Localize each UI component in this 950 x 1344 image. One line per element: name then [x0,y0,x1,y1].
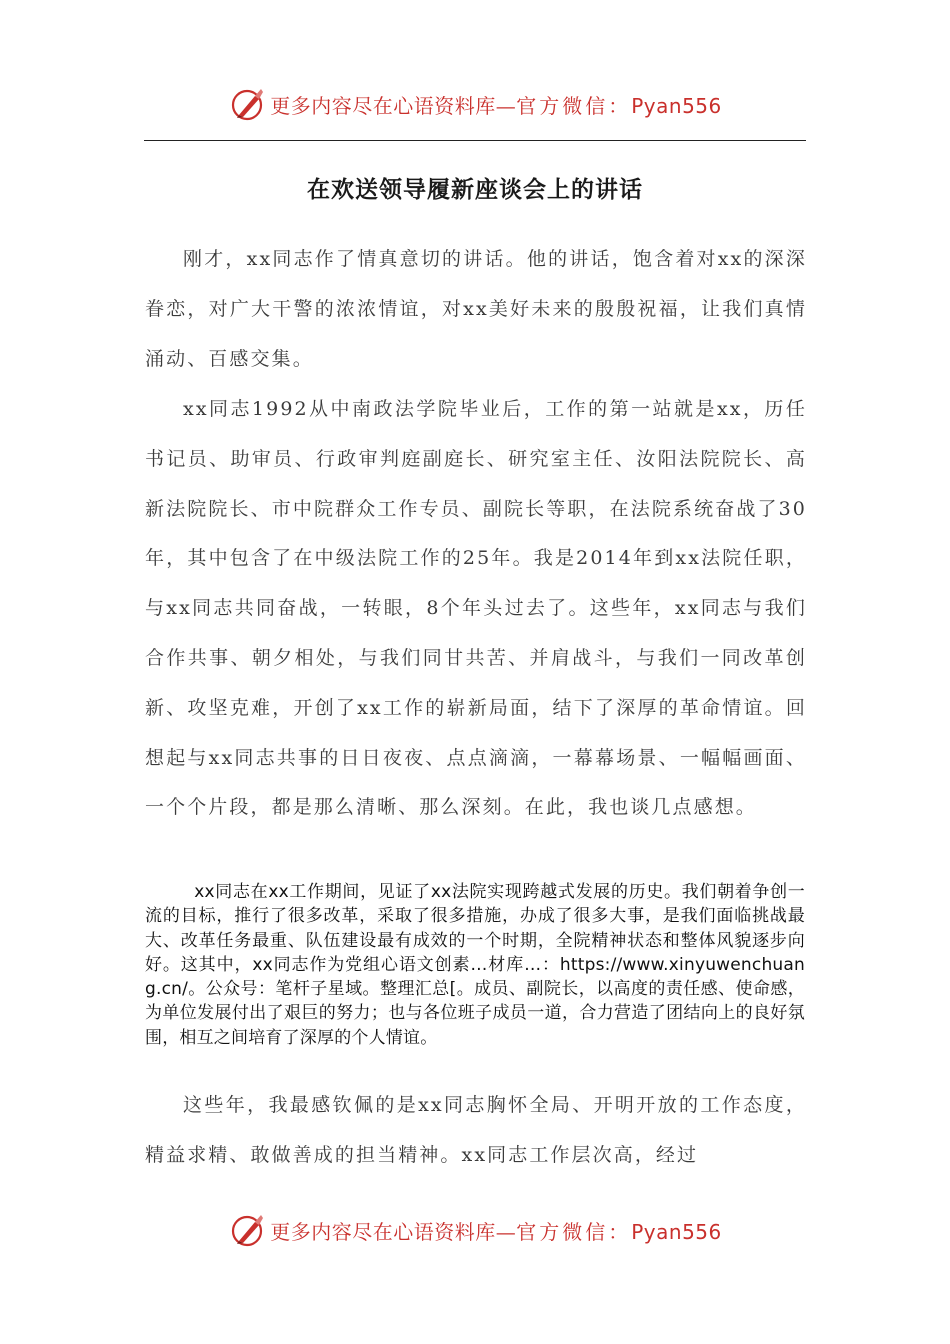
banner-wechat-id: Pyan556 [631,93,722,118]
banner-slogan: 更多内容尽在心语资料库 [270,93,496,118]
paragraph-4: 这些年，我最感钦佩的是xx同志胸怀全局、开明开放的工作态度，精益求精、敢做善成的担当精神。xx同志工作层次高，经过 [145,1094,807,1166]
document-title: 在欢送领导履新座谈会上的讲话 [307,176,643,203]
banner-dash: — [495,93,517,118]
banner-wechat-label: 官方微信： [516,93,632,118]
paragraph-1: 刚才，xx同志作了情真意切的讲话。他的讲话，饱含着对xx的深深眷恋，对广大干警的浓浓情谊，对xx美好未来的殷殷祝福，让我们真情涌动、百感交集。 [145,248,807,370]
paragraph-2: xx同志1992从中南政法学院毕业后，工作的第一站就是xx，历任书记员、助审员、行政审判庭副庭长、研究室主任、汝阳法院院长、高新法院院长、市中院群众工作专员、副院长等职，在法院系统奋战了30年，其中包含了在中级法院工作的25年。我是2014年到xx法院任职，与xx同志共同奋战，一转眼，8个年头过去了。这些年，xx同志与我们合作共事、朝夕相处，与我们同甘共苦、并肩战斗，与我们一同改革创新、攻坚克难，开创了xx工作的崭新局面，结下了深厚的革命情谊。回想起与xx同志共事的日日夜夜、点点滴滴，一幕幕场景、一幅幅画面、一个个片段，都是那么清晰、那么深刻。在此，我也谈几点感想。 [145,398,807,819]
paragraph-3: xx同志在xx工作期间，见证了xx法院实现跨越式发展的历史。我们朝着争创一流的目标，推行了很多改革，采取了很多措施，办成了很多大事，是我们面临挑战最大、改革任务最重、队伍建设最有成效的一个时期，全院精神状态和整体风貌逐步向好。这其中，xx同志作为党组心语文创素…材库…：https://www.xinyuwenchuang.cn/。公众号：笔杆子星域。整理汇总[。成员、副院长，以高度的责任感、使命感，为单位发展付出了艰巨的努力；也与各位班子成员一道，合力营造了团结向上的良好氛围，相互之间培育了深厚的个人情谊。 [145,882,805,1048]
footer-banner [0,1208,950,1252]
banner-text [270,1216,722,1245]
banner-slogan: 更多内容尽在心语资料库 [270,1219,496,1244]
pen-nib-logo-icon [228,1210,268,1250]
banner-dash: — [495,1219,517,1244]
header-divider [144,140,806,141]
header-banner [0,82,950,126]
banner-wechat-label: 官方微信： [516,1219,632,1244]
banner-wechat-id: Pyan556 [631,1219,722,1244]
banner-text [270,90,722,119]
pen-nib-logo-icon [228,84,268,124]
